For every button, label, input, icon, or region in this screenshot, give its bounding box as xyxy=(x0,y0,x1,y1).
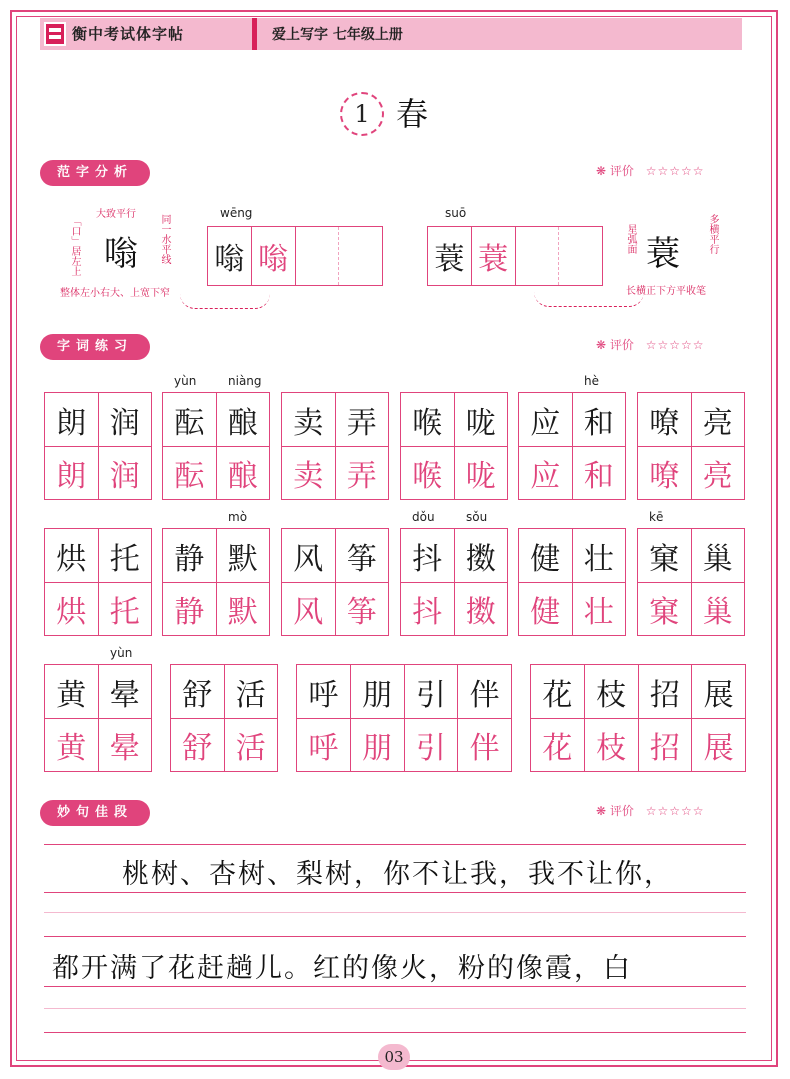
writing-line xyxy=(44,892,746,893)
model-cell xyxy=(638,393,691,446)
pinyin-label: yùn xyxy=(110,646,133,660)
header-bar xyxy=(40,18,742,50)
model-cell xyxy=(519,393,572,446)
model-char: 和 xyxy=(583,405,614,441)
trace-char: 枝 xyxy=(596,731,627,766)
rating-icon: ❋ xyxy=(596,804,607,818)
word-grid xyxy=(400,392,508,500)
trace-cell[interactable] xyxy=(282,446,335,499)
pinyin-label: hè xyxy=(584,374,599,388)
brand-logo-icon xyxy=(44,22,66,46)
trace-char: 呼 xyxy=(308,731,339,766)
word-grid xyxy=(281,528,389,636)
model-char: 卖 xyxy=(293,405,324,441)
trace-cell[interactable] xyxy=(98,718,152,771)
model-char: 招 xyxy=(649,677,680,713)
example-char: 嗡 xyxy=(214,242,245,277)
trace-char: 烘 xyxy=(56,595,87,630)
model-cell xyxy=(163,393,216,446)
header-divider xyxy=(252,18,257,50)
model-cell xyxy=(163,529,216,582)
model-char: 黄 xyxy=(56,677,87,713)
rating-label: 评价 xyxy=(609,804,634,818)
trace-char: 活 xyxy=(235,731,266,766)
model-char: 晕 xyxy=(109,677,140,713)
model-char: 咙 xyxy=(465,405,496,441)
model-char: 托 xyxy=(109,541,140,577)
trace-char: 卖 xyxy=(293,459,324,494)
model-cell xyxy=(584,665,638,718)
model-cell xyxy=(98,393,152,446)
model-cell xyxy=(98,665,152,718)
word-grid xyxy=(530,664,746,772)
trace-char: 伴 xyxy=(469,731,500,766)
model-char: 弄 xyxy=(346,405,377,441)
trace-char: 抖 xyxy=(412,595,443,630)
example-cell-empty[interactable] xyxy=(558,227,602,285)
trace-char: 朋 xyxy=(362,731,393,766)
model-char: 烘 xyxy=(56,541,87,577)
note-horizontal: 多横平行 xyxy=(707,214,718,254)
model-cell xyxy=(216,529,270,582)
trace-cell[interactable] xyxy=(224,718,278,771)
model-cell xyxy=(45,393,98,446)
model-char: 酝 xyxy=(174,405,205,441)
rating-analysis xyxy=(596,162,705,179)
trace-char: 默 xyxy=(227,595,258,630)
trace-char: 和 xyxy=(583,459,614,494)
rating-words xyxy=(596,336,705,353)
model-cell xyxy=(350,665,404,718)
note-structure: 整体左小右大、上宽下窄 xyxy=(60,288,170,299)
model-cell xyxy=(638,529,691,582)
example-char-red: 蓑 xyxy=(478,242,509,277)
word-grid xyxy=(44,664,152,772)
model-char: 抖 xyxy=(412,541,443,577)
example-grid-1 xyxy=(207,226,383,286)
arrow-left xyxy=(180,294,270,309)
model-cell xyxy=(404,665,458,718)
rating-stars[interactable]: ☆☆☆☆☆ xyxy=(645,338,705,352)
trace-cell[interactable] xyxy=(335,582,389,635)
trace-char: 展 xyxy=(703,731,734,766)
trace-cell[interactable] xyxy=(335,446,389,499)
trace-cell[interactable] xyxy=(519,582,572,635)
trace-cell[interactable] xyxy=(401,446,454,499)
note-parallel: 大致平行 xyxy=(96,209,136,220)
model-cell xyxy=(572,393,626,446)
model-char: 舒 xyxy=(182,677,213,713)
example-grid-2 xyxy=(427,226,603,286)
model-char: 枝 xyxy=(596,677,627,713)
lesson-number: 1 xyxy=(340,92,384,136)
model-cell xyxy=(171,665,224,718)
model-char: 呼 xyxy=(308,677,339,713)
trace-char: 嘹 xyxy=(649,459,680,494)
model-cell xyxy=(401,529,454,582)
example-cell xyxy=(251,227,295,285)
model-char: 擞 xyxy=(465,541,496,577)
model-cell xyxy=(401,393,454,446)
trace-cell[interactable] xyxy=(98,582,152,635)
model-cell xyxy=(572,529,626,582)
pinyin-label: sǒu xyxy=(466,510,488,524)
rating-passage xyxy=(596,802,705,819)
trace-cell[interactable] xyxy=(638,446,691,499)
trace-char: 壮 xyxy=(583,595,614,630)
rating-stars[interactable]: ☆☆☆☆☆ xyxy=(645,804,705,818)
model-char: 应 xyxy=(530,405,561,441)
word-grid xyxy=(296,664,512,772)
example-cell-empty[interactable] xyxy=(515,227,559,285)
model-cell xyxy=(282,529,335,582)
pinyin-label: mò xyxy=(228,510,248,524)
word-grid xyxy=(518,392,626,500)
model-cell xyxy=(224,665,278,718)
lesson-title: 春 xyxy=(396,95,429,133)
trace-cell[interactable] xyxy=(45,718,98,771)
model-cell xyxy=(216,393,270,446)
model-char: 伴 xyxy=(469,677,500,713)
example-cell-empty[interactable] xyxy=(295,227,339,285)
trace-char: 花 xyxy=(542,731,573,766)
model-char: 筝 xyxy=(346,541,377,577)
trace-cell[interactable] xyxy=(454,446,508,499)
ex1-pinyin: wēng xyxy=(220,206,253,220)
trace-char: 晕 xyxy=(109,731,140,766)
trace-char: 亮 xyxy=(702,459,733,494)
example-cell-empty[interactable] xyxy=(338,227,382,285)
model-cell xyxy=(297,665,350,718)
model-cell xyxy=(531,665,584,718)
trace-cell[interactable] xyxy=(282,582,335,635)
writing-line xyxy=(44,936,746,937)
writing-line xyxy=(44,1032,746,1033)
pinyin-label: kē xyxy=(649,510,664,524)
trace-cell[interactable] xyxy=(638,582,691,635)
rating-icon: ❋ xyxy=(596,338,607,352)
model-cell xyxy=(454,529,508,582)
model-char: 活 xyxy=(235,677,266,713)
model-char: 亮 xyxy=(702,405,733,441)
example-cell xyxy=(428,227,471,285)
trace-cell[interactable] xyxy=(638,718,692,771)
model-char: 朗 xyxy=(56,405,87,441)
analysis-big-char-left: 嗡 xyxy=(104,234,138,274)
model-char: 花 xyxy=(542,677,573,713)
trace-cell[interactable] xyxy=(98,446,152,499)
trace-cell[interactable] xyxy=(454,582,508,635)
trace-char: 酿 xyxy=(227,459,258,494)
model-char: 风 xyxy=(293,541,324,577)
passage-line-1: 桃树、杏树、梨树，你不让我，我不让你， xyxy=(122,859,673,890)
model-cell xyxy=(335,393,389,446)
pinyin-label: yùn xyxy=(174,374,197,388)
model-cell xyxy=(45,665,98,718)
writing-line xyxy=(44,986,746,987)
rating-label: 评价 xyxy=(609,338,634,352)
example-cell xyxy=(471,227,515,285)
example-cell xyxy=(208,227,251,285)
model-char: 默 xyxy=(227,541,258,577)
trace-char: 招 xyxy=(649,731,680,766)
model-cell xyxy=(691,665,745,718)
model-char: 嘹 xyxy=(649,405,680,441)
word-grid xyxy=(162,392,270,500)
trace-char: 朗 xyxy=(56,459,87,494)
trace-cell[interactable] xyxy=(584,718,638,771)
word-grid xyxy=(637,528,745,636)
rating-icon: ❋ xyxy=(596,164,607,178)
trace-cell[interactable] xyxy=(531,718,584,771)
word-grid xyxy=(162,528,270,636)
trace-char: 托 xyxy=(109,595,140,630)
writing-line-guide[interactable] xyxy=(44,912,746,913)
trace-char: 舒 xyxy=(182,731,213,766)
model-cell xyxy=(335,529,389,582)
trace-cell[interactable] xyxy=(45,446,98,499)
model-cell xyxy=(691,393,745,446)
trace-char: 喉 xyxy=(412,459,443,494)
trace-cell[interactable] xyxy=(163,446,216,499)
word-grid xyxy=(400,528,508,636)
note-arc: 星弧面 xyxy=(625,224,636,254)
trace-cell[interactable] xyxy=(572,446,626,499)
writing-line-guide[interactable] xyxy=(44,1008,746,1009)
passage-line-2: 都开满了花赶趟儿。红的像火，粉的像霞，白 xyxy=(52,953,632,984)
example-char: 蓑 xyxy=(434,242,465,277)
trace-cell[interactable] xyxy=(691,582,745,635)
trace-char: 静 xyxy=(174,595,205,630)
trace-char: 弄 xyxy=(346,459,377,494)
trace-cell[interactable] xyxy=(216,582,270,635)
trace-char: 咙 xyxy=(465,459,496,494)
pinyin-label: niàng xyxy=(228,374,262,388)
word-grid xyxy=(518,528,626,636)
trace-cell[interactable] xyxy=(519,446,572,499)
model-char: 静 xyxy=(174,541,205,577)
model-char: 引 xyxy=(415,677,446,713)
rating-stars[interactable]: ☆☆☆☆☆ xyxy=(645,164,705,178)
model-char: 朋 xyxy=(362,677,393,713)
note-mouth: 「口」居左上 xyxy=(69,216,80,276)
section-analysis: 范字分析 xyxy=(40,160,150,186)
trace-char: 黄 xyxy=(56,731,87,766)
trace-cell[interactable] xyxy=(404,718,458,771)
model-char: 喉 xyxy=(412,405,443,441)
model-char: 润 xyxy=(109,405,140,441)
note-level: 同一水平线 xyxy=(159,214,170,264)
brand-title: 衡中考试体字帖 xyxy=(72,25,185,43)
trace-cell[interactable] xyxy=(297,718,350,771)
model-cell xyxy=(638,665,692,718)
word-grid xyxy=(170,664,278,772)
section-passage: 妙句佳段 xyxy=(40,800,150,826)
trace-char: 健 xyxy=(530,595,561,630)
trace-cell[interactable] xyxy=(45,582,98,635)
writing-line xyxy=(44,844,746,845)
ex2-pinyin: suō xyxy=(445,206,467,220)
analysis-big-char-right: 蓑 xyxy=(646,234,680,274)
model-char: 展 xyxy=(703,677,734,713)
word-grid xyxy=(281,392,389,500)
model-cell xyxy=(45,529,98,582)
trace-char: 擞 xyxy=(465,595,496,630)
trace-cell[interactable] xyxy=(457,718,511,771)
rating-label: 评价 xyxy=(609,164,634,178)
model-cell xyxy=(691,529,745,582)
model-cell xyxy=(519,529,572,582)
trace-cell[interactable] xyxy=(401,582,454,635)
model-char: 巢 xyxy=(702,541,733,577)
trace-cell[interactable] xyxy=(216,446,270,499)
word-grid xyxy=(637,392,745,500)
pinyin-label: dǒu xyxy=(412,510,435,524)
model-cell xyxy=(282,393,335,446)
trace-char: 筝 xyxy=(346,595,377,630)
word-grid xyxy=(44,528,152,636)
model-char: 健 xyxy=(530,541,561,577)
trace-char: 窠 xyxy=(649,595,680,630)
trace-cell[interactable] xyxy=(163,582,216,635)
model-cell xyxy=(98,529,152,582)
trace-char: 应 xyxy=(530,459,561,494)
model-char: 窠 xyxy=(649,541,680,577)
trace-char: 巢 xyxy=(702,595,733,630)
model-cell xyxy=(457,665,511,718)
trace-char: 润 xyxy=(109,459,140,494)
note-long-stroke: 长横正下方平收笔 xyxy=(626,286,706,297)
model-cell xyxy=(454,393,508,446)
example-char-red: 嗡 xyxy=(258,242,289,277)
word-grid xyxy=(44,392,152,500)
trace-char: 引 xyxy=(415,731,446,766)
trace-char: 酝 xyxy=(174,459,205,494)
page-number: 03 xyxy=(378,1044,410,1070)
book-title: 爱上写字 七年级上册 xyxy=(272,27,403,43)
model-char: 酿 xyxy=(227,405,258,441)
trace-cell[interactable] xyxy=(691,446,745,499)
trace-cell[interactable] xyxy=(171,718,224,771)
model-char: 壮 xyxy=(583,541,614,577)
trace-cell[interactable] xyxy=(350,718,404,771)
trace-cell[interactable] xyxy=(572,582,626,635)
trace-cell[interactable] xyxy=(691,718,745,771)
trace-char: 风 xyxy=(293,595,324,630)
section-words: 字词练习 xyxy=(40,334,150,360)
